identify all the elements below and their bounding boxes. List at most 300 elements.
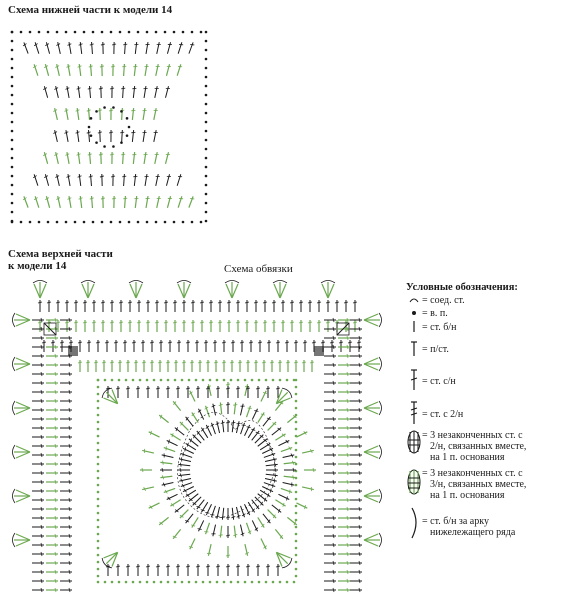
stitch-mark [74,31,77,34]
stitch-mark [132,174,137,186]
stitch-mark [75,108,81,120]
stitch-mark [338,543,350,547]
stitch-mark [295,463,298,466]
stitch-mark [141,130,147,142]
stitch-mark [350,453,362,457]
stitch-mark [223,581,226,584]
stitch-mark [338,552,350,556]
stitch-mark [213,340,217,352]
stitch-mark [110,300,114,312]
stitch-mark [128,221,131,224]
stitch-mark [251,379,254,382]
stitch-mark [216,379,219,382]
stitch-mark [32,570,44,574]
stitch-mark [118,360,122,372]
stitch-mark [11,31,14,34]
stitch-mark [295,393,298,396]
stitch-mark [243,544,250,557]
stitch-mark [60,327,72,331]
stitch-mark [150,340,154,352]
stitch-mark [262,360,266,372]
stitch-mark [11,58,14,61]
upper-part-title-line2: к модели 14 [8,260,67,272]
upper-square-chart [13,281,382,593]
stitch-mark [293,581,296,584]
stitch-mark [32,426,44,430]
stitch-mark [177,340,181,352]
stitch-mark [350,552,362,556]
stitch-mark [97,533,100,536]
stitch-mark [324,381,336,385]
legend-text: = соед. ст. [422,295,465,306]
stitch-mark [46,471,58,475]
stitch-mark [179,477,192,484]
stitch-mark [295,386,298,389]
stitch-mark [324,399,336,403]
stitch-mark [205,103,208,106]
stitch-mark [83,320,87,332]
stitch-mark [350,471,362,475]
stitch-mark [200,31,203,34]
stitch-mark [120,141,123,144]
stitch-mark [350,354,362,358]
stitch-mark [251,581,254,584]
stitch-mark [179,508,190,519]
stitch-mark [32,561,44,565]
stitch-mark [338,588,350,592]
stitch-mark [172,528,183,540]
stitch-mark [90,42,95,54]
stitch-mark [60,390,72,394]
stitch-mark [166,196,173,209]
stitch-mark [294,340,298,352]
stitch-mark [146,320,150,332]
stitch-mark [232,525,237,537]
stitch-mark [13,357,31,371]
stitch-mark [256,516,266,528]
stitch-mark [295,512,298,515]
stitch-mark [196,386,200,398]
stitch-mark [130,130,135,142]
stitch-mark [74,300,78,312]
stitch-mark [295,575,298,578]
stitch-mark [55,174,62,187]
stitch-mark [205,40,208,43]
arc-icon [410,299,418,302]
stitch-mark [42,152,49,165]
stitch-mark [350,561,362,565]
stitch-mark [324,390,336,394]
stitch-mark [265,457,278,464]
stitch-mark [114,340,118,352]
stitch-mark [97,435,100,438]
stitch-mark [302,485,315,492]
stitch-mark [205,202,208,205]
stitch-mark [283,474,295,479]
stitch-mark [22,196,30,209]
stitch-mark [350,327,362,331]
stitch-mark [56,196,63,209]
stitch-mark [33,281,47,299]
stitch-mark [38,31,41,34]
stitch-mark [338,363,350,367]
stitch-mark [196,564,200,576]
stitch-mark [44,196,51,209]
stitch-mark [178,468,190,472]
stitch-mark [83,221,86,224]
stitch-mark [166,360,170,372]
stitch-mark [182,300,186,312]
stitch-mark [175,174,182,187]
legend-text: на 1 п. основания [430,490,505,501]
stitch-mark [46,318,58,322]
stitch-mark [38,221,41,224]
stitch-mark [32,507,44,511]
stitch-mark [278,360,282,372]
stitch-mark [225,281,239,299]
stitch-mark [166,439,179,448]
stitch-mark [198,360,202,372]
stitch-mark [265,581,268,584]
stitch-mark [338,381,350,385]
stitch-mark [364,533,382,547]
stitch-mark [218,320,222,332]
stitch-mark [60,340,64,352]
stitch-mark [324,372,336,376]
stitch-mark [338,462,350,466]
legend-text: = в. п. [422,308,448,319]
stitch-mark [56,320,60,332]
stitch-mark [46,516,58,520]
stitch-mark [324,543,336,547]
stitch-mark [235,421,242,434]
stitch-mark [32,336,44,340]
stitch-mark [364,357,382,371]
stitch-mark [350,336,362,340]
stitch-mark [263,300,267,312]
half-double-icon [411,342,417,356]
stitch-mark [144,196,150,208]
stitch-mark [350,579,362,583]
stitch-mark [182,320,186,332]
stitch-mark [131,152,136,164]
stitch-mark [111,581,114,584]
stitch-mark [46,336,58,340]
stitch-mark [205,112,208,115]
stitch-mark [60,363,72,367]
stitch-mark [128,320,132,332]
stitch-mark [324,489,336,493]
stitch-mark [280,487,293,495]
stitch-mark [167,581,170,584]
stitch-mark [278,492,291,501]
stitch-mark [97,568,100,571]
legend-text: = 3 незаконченных ст. с [422,468,523,479]
stitch-mark [133,42,138,54]
stitch-mark [338,480,350,484]
stitch-mark [220,420,225,432]
stitch-mark [338,426,350,430]
stitch-mark [326,320,330,332]
stitch-mark [78,340,82,352]
stitch-mark [47,221,50,224]
stitch-mark [338,489,350,493]
stitch-mark [11,193,14,196]
stitch-mark [46,552,58,556]
stitch-mark [47,300,51,312]
stitch-mark [101,300,105,312]
stitch-mark [230,420,235,432]
stitch-mark [205,31,208,34]
stitch-mark [46,561,58,565]
stitch-mark [205,121,208,124]
stitch-mark [197,520,206,533]
stitch-mark [32,462,44,466]
stitch-mark [236,386,240,398]
stitch-mark [350,444,362,448]
stitch-mark [159,340,163,352]
stitch-mark [11,121,14,124]
stitch-mark [295,547,298,550]
stitch-mark [191,495,202,506]
stitch-mark [286,581,289,584]
stitch-mark [65,31,68,34]
stitch-mark [211,403,218,416]
stitch-mark [97,561,100,564]
stitch-mark [231,340,235,352]
stitch-mark [295,407,298,410]
stitch-mark [279,379,282,382]
stitch-mark [46,354,58,358]
stitch-mark [121,152,126,164]
stitch-mark [55,64,62,77]
lower-part-title: Схема нижней части к модели 14 [8,4,173,16]
stitch-mark [139,379,142,382]
stitch-mark [60,534,72,538]
stitch-mark [155,320,159,332]
stitch-mark [11,166,14,169]
stitch-mark [146,386,150,398]
stitch-mark [132,340,136,352]
stitch-mark [122,174,127,186]
stitch-mark [156,564,160,576]
stitch-mark [11,202,14,205]
stitch-mark [256,564,260,576]
stitch-mark [236,320,240,332]
stitch-mark [54,86,61,99]
stitch-mark [141,340,145,352]
stitch-mark [46,435,58,439]
stitch-mark [76,152,82,164]
stitch-mark [46,408,58,412]
stitch-mark [205,94,208,97]
stitch-mark [164,31,167,34]
stitch-mark [160,468,172,472]
stitch-mark [272,320,276,332]
stitch-mark [32,444,44,448]
stitch-mark [161,481,174,488]
stitch-mark [173,31,176,34]
stitch-mark [296,430,309,439]
stitch-mark [102,360,106,372]
stitch-mark [215,421,222,434]
stitch-mark [273,281,287,299]
stitch-mark [175,64,182,77]
stitch-mark [246,360,250,372]
stitch-mark [245,522,253,535]
stitch-mark [161,453,174,460]
stitch-mark [60,453,72,457]
stitch-mark [218,300,222,312]
stitch-mark [56,221,59,224]
stitch-mark [110,221,113,224]
stitch-mark [120,108,125,120]
stitch-mark [267,340,271,352]
stitch-mark [133,196,138,208]
stitch-mark [205,211,208,214]
stitch-mark [103,145,106,148]
stitch-mark [104,581,107,584]
stitch-mark [295,421,298,424]
stitch-mark [258,581,261,584]
stitch-mark [209,300,213,312]
stitch-mark [156,386,160,398]
stitch-mark [191,31,194,34]
stitch-mark [254,320,258,332]
stitch-mark [249,340,253,352]
stitch-mark [173,300,177,312]
stitch-mark [216,386,220,398]
stitch-mark [11,40,14,43]
stitch-mark [195,340,199,352]
stitch-mark [11,157,14,160]
treble-crochet-icon [411,402,417,424]
stitch-mark [110,360,114,372]
stitch-mark [29,31,32,34]
stitch-mark [60,372,72,376]
stitch-mark [32,579,44,583]
stitch-mark [258,340,262,352]
stitch-mark [38,300,42,312]
stitch-mark [178,462,190,467]
stitch-mark [350,570,362,574]
stitch-mark [205,184,208,187]
stitch-mark [46,399,58,403]
stitch-mark [182,221,185,224]
stitch-mark [176,386,180,398]
stitch-mark [271,503,283,514]
stitch-mark [324,453,336,457]
stitch-mark [245,300,249,312]
stitch-mark [32,525,44,529]
stitch-mark [11,130,14,133]
stitch-mark [130,108,135,120]
stitch-mark [338,534,350,538]
stitch-mark [222,360,226,372]
stitch-mark [237,379,240,382]
stitch-mark [11,67,14,70]
stitch-mark [97,519,100,522]
stitch-mark [120,110,123,113]
stitch-mark [294,360,298,372]
stitch-mark [166,386,170,398]
legend-item-arch-sc [422,516,515,538]
stitch-mark [285,340,289,352]
stitch-mark [364,401,382,415]
stitch-mark [206,544,213,557]
stitch-mark [350,408,362,412]
stitch-mark [11,49,14,52]
stitch-mark [350,480,362,484]
stitch-mark [128,31,131,34]
stitch-mark [46,444,58,448]
stitch-mark [11,139,14,142]
stitch-mark [32,534,44,538]
stitch-mark [302,360,306,372]
stitch-mark [60,462,72,466]
legend-text: 2/н, связанных вместе, [430,441,527,452]
stitch-mark [303,340,307,352]
stitch-mark [132,64,137,76]
stitch-mark [13,313,31,327]
stitch-mark [214,360,218,372]
stitch-mark [324,552,336,556]
stitch-mark [60,561,72,565]
stitch-mark [121,86,126,98]
stitch-mark [317,300,321,312]
stitch-mark [338,408,350,412]
stitch-mark [51,340,55,352]
stitch-mark [324,480,336,484]
stitch-mark [131,86,136,98]
stitch-mark [226,546,230,558]
stitch-mark [232,402,237,414]
stitch-mark [32,372,44,376]
stitch-mark [286,360,290,372]
stitch-mark [256,411,266,423]
stitch-mark [295,442,298,445]
stitch-mark [60,408,72,412]
stitch-mark [100,174,104,186]
stitch-mark [350,372,362,376]
stitch-mark [32,588,44,592]
stitch-mark [146,581,149,584]
stitch-mark [179,457,192,464]
stitch-mark [60,336,72,340]
stitch-mark [350,435,362,439]
stitch-mark [110,31,113,34]
stitch-mark [338,399,350,403]
stitch-mark [60,588,72,592]
stitch-mark [250,520,259,533]
stitch-mark [321,281,335,299]
stitch-mark [272,300,276,312]
stitch-mark [263,320,267,332]
stitch-mark [160,474,172,479]
stitch-mark [65,152,71,165]
stitch-mark [271,426,283,437]
stitch-mark [88,86,93,98]
stitch-mark [97,512,100,515]
stitch-mark [276,564,280,576]
stitch-mark [97,477,100,480]
stitch-mark [296,501,309,510]
stitch-mark [13,445,31,459]
stitch-mark [295,561,298,564]
stitch-mark [128,126,131,129]
legend-symbols [408,299,420,538]
stitch-mark [99,86,103,98]
